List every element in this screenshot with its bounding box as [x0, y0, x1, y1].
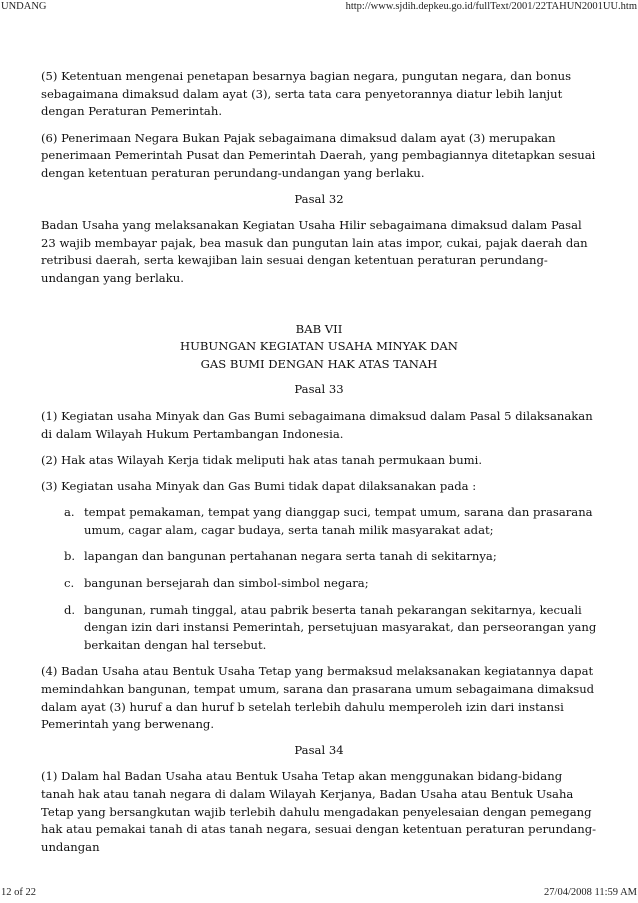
list-text: lapangan dan bangunan pertahanan negara serta tanah di sekitarnya; — [84, 549, 497, 564]
paragraph-ayat-6: (6) Penerimaan Negara Bukan Pajak sebagaimana dimaksud dalam ayat (3) merupakan penerimaan Pemerintah Pusat dan Pemerintah Daerah, yang pembagiannya ditetapkan sesuai dengan ketentuan peraturan perundang-undangan yang berlaku. — [41, 130, 596, 180]
list-marker: b. — [64, 549, 76, 564]
bab-number: BAB VII — [295, 321, 343, 336]
print-header — [0, 1, 638, 15]
paragraph-ayat-5: (5) Ketentuan mengenai penetapan besarnya bagian negara, pungutan negara, dan bonus sebagaimana dimaksud dalam ayat (3), serta tata cara penyetorannya diatur lebih lanjut dengan Peraturan Pemerintah. — [41, 69, 572, 119]
list-marker: d. — [64, 602, 76, 617]
header-url[interactable]: http://www.sjdih.depkeu.go.id/fullText/2001/22TAHUN2001UU.htm — [345, 1, 637, 12]
pasal-33-ayat-1: (1) Kegiatan usaha Minyak dan Gas Bumi sebagaimana dimaksud dalam Pasal 5 dilaksanakan di dalam Wilayah Hukum Pertambangan Indonesia. — [41, 408, 593, 441]
header-title: UNDANG — [1, 1, 47, 12]
pasal-34-heading: Pasal 34 — [294, 742, 344, 757]
page-number: 12 of 22 — [1, 887, 36, 898]
pasal-33-list — [41, 504, 597, 654]
print-footer — [0, 887, 638, 901]
bab-title-line-2: GAS BUMI DENGAN HAK ATAS TANAH — [200, 356, 438, 371]
list-text: bangunan bersejarah dan simbol-simbol negara; — [84, 576, 369, 591]
list-item — [64, 575, 597, 593]
pasal-33-ayat-3: (3) Kegiatan usaha Minyak dan Gas Bumi tidak dapat dilaksanakan pada : — [41, 478, 477, 493]
list-marker: c. — [64, 576, 75, 591]
list-text: bangunan, rumah tinggal, atau pabrik beserta tanah pekarangan sekitarnya, kecuali dengan izin dari instansi Pemerintah, persetujuan masyarakat, dan perseorangan yang berkaitan dengan hal tersebut. — [84, 602, 597, 652]
list-marker: a. — [64, 505, 75, 520]
list-text: tempat pemakaman, tempat yang dianggap suci, tempat umum, sarana dan prasarana umum, cagar alam, cagar budaya, serta tanah milik masyarakat adat; — [84, 505, 593, 537]
pasal-32-text: Badan Usaha yang melaksanakan Kegiatan Usaha Hilir sebagaimana dimaksud dalam Pasal 23 wajib membayar pajak, bea masuk dan pungutan lain atas impor, cukai, pajak daerah dan retribusi daerah, serta kewajiban lain sesuai dengan ketentuan peraturan perundang-undangan yang berlaku. — [41, 218, 588, 285]
print-timestamp: 27/04/2008 11:59 AM — [544, 887, 637, 898]
document-body — [41, 68, 597, 856]
list-item — [64, 602, 597, 655]
list-item — [64, 548, 597, 566]
pasal-33-ayat-2: (2) Hak atas Wilayah Kerja tidak meliputi hak atas tanah permukaan bumi. — [41, 453, 483, 468]
pasal-34-ayat-1: (1) Dalam hal Badan Usaha atau Bentuk Usaha Tetap akan menggunakan bidang-bidang tanah hak atau tanah negara di dalam Wilayah Kerjanya, Badan Usaha atau Bentuk Usaha Tetap yang bersangkutan wajib terlebih dahulu mengadakan penyelesaian dengan pemegang hak atau pemakai tanah di atas tanah negara, sesuai dengan ketentuan peraturan perundang-undangan — [41, 769, 597, 854]
list-item — [64, 504, 597, 539]
bab-title-line-1: HUBUNGAN KEGIATAN USAHA MINYAK DAN — [180, 339, 458, 354]
pasal-33-ayat-4: (4) Badan Usaha atau Bentuk Usaha Tetap yang bermaksud melaksanakan kegiatannya dapat memindahkan bangunan, tempat umum, sarana dan prasarana umum sebagaimana dimaksud dalam ayat (3) huruf a dan huruf b setelah terlebih dahulu memperoleh izin dari instansi Pemerintah yang berwenang. — [41, 664, 595, 732]
pasal-33-heading: Pasal 33 — [294, 382, 344, 397]
pasal-32-heading: Pasal 32 — [294, 191, 344, 206]
